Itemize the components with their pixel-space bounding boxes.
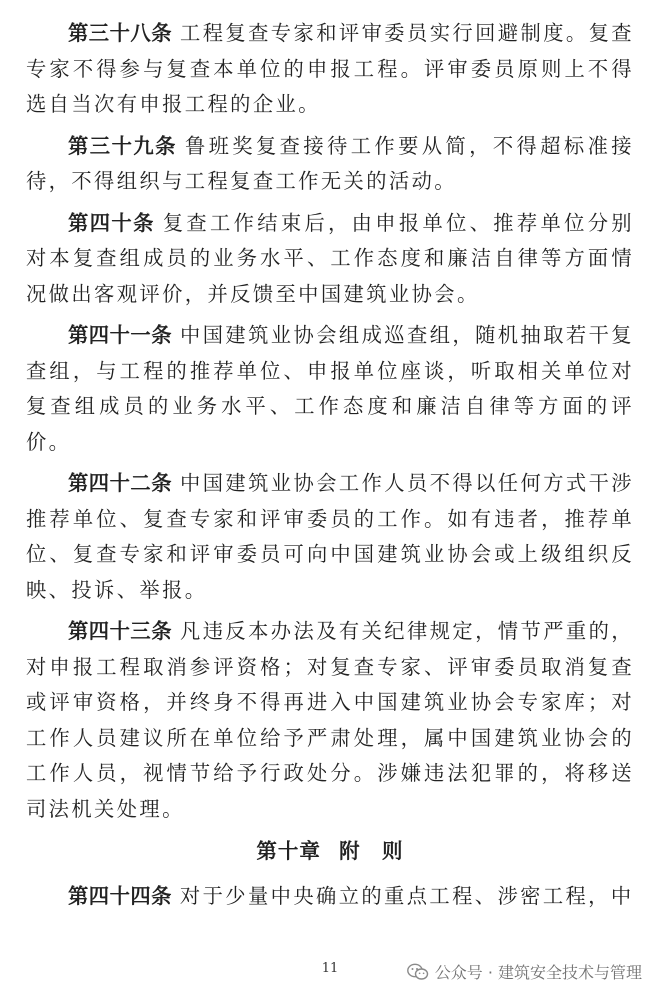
page-number: 11 — [321, 961, 339, 976]
article-text: 对于少量中央确立的重点工程、涉密工程，中 — [179, 884, 634, 908]
article-number: 第四十一条 — [68, 323, 172, 347]
watermark-text: 公众号 · 建筑安全技术与管理 — [434, 963, 642, 982]
article-number: 第四十三条 — [68, 619, 172, 643]
chapter-number: 第十章 — [256, 839, 321, 863]
article-text: 中国建筑业协会工作人员不得以任何方式干涉推荐单位、复查专家和评审委员的工作。如有违者，推荐单位、复查专家和评审委员可向中国建筑业协会或上级组织反映、投诉、举报。 — [26, 471, 634, 602]
watermark — [407, 960, 642, 983]
article-text: 鲁班奖复查接待工作要从简，不得超标准接待，不得组织与工程复查工作无关的活动。 — [26, 133, 634, 193]
article-number: 第四十二条 — [68, 471, 172, 495]
article-40 — [26, 206, 634, 313]
article-44 — [26, 879, 634, 915]
article-number: 第四十条 — [68, 210, 155, 235]
article-text: 凡违反本办法及有关纪律规定，情节严重的，对申报工程取消参评资格；对复查专家、评审委员取消复查或评审资格，并终身不得再进入中国建筑业协会专家库；对工作人员建议所在单位给予严肃处理，属中国建筑业协会的工作人员，视情节给予行政处分。涉嫌违法犯罪的，将移送司法机关处理。 — [26, 619, 634, 821]
document-body — [26, 16, 634, 921]
article-number: 第三十八条 — [68, 21, 172, 45]
article-43 — [26, 614, 634, 827]
article-text: 工程复查专家和评审委员实行回避制度。复查专家不得参与复查本单位的申报工程。评审委员原则上不得选自当次有申报工程的企业。 — [26, 21, 634, 116]
article-text: 中国建筑业协会组成巡查组，随机抽取若干复查组，与工程的推荐单位、申报单位座谈，听取相关单位对复查组成员的业务水平、工作态度和廉洁自律等方面的评价。 — [26, 323, 634, 454]
chapter-title: 附 则 — [339, 839, 404, 863]
article-number: 第三十九条 — [68, 133, 177, 158]
article-42 — [26, 466, 634, 608]
article-number: 第四十四条 — [68, 884, 172, 908]
article-39 — [26, 129, 634, 200]
chapter-heading — [26, 835, 634, 867]
article-38 — [26, 16, 634, 123]
article-41 — [26, 318, 634, 460]
wechat-icon — [407, 963, 429, 981]
article-text: 复查工作结束后，由申报单位、推荐单位分别对本复查组成员的业务水平、工作态度和廉洁自律等方面情况做出客观评价，并反馈至中国建筑业协会。 — [26, 210, 634, 306]
